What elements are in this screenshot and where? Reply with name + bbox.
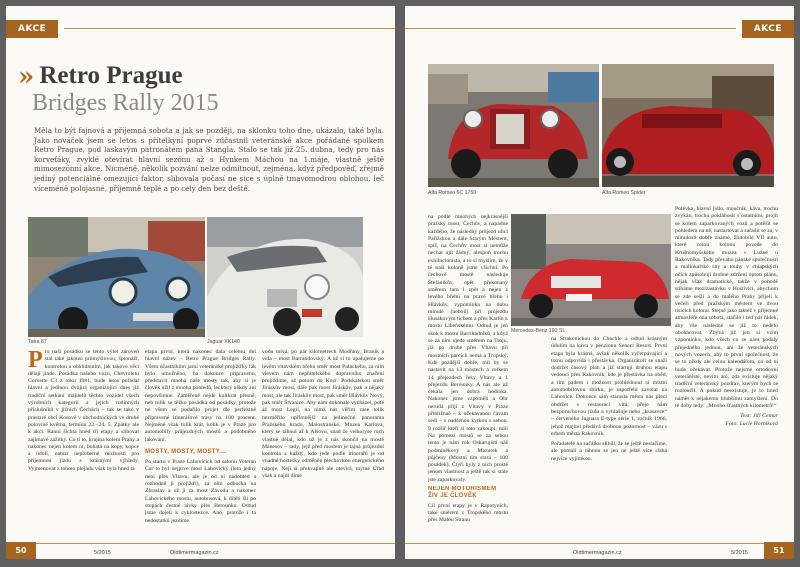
header-rule xyxy=(405,28,736,29)
photo-alfa-6c xyxy=(428,64,599,187)
text-column-3 xyxy=(675,206,778,536)
header-rule xyxy=(64,28,395,29)
photo-caption: Tatra 87 xyxy=(28,339,47,345)
body-text: na Strakonickou do Chuchle a odtud krásným údolím na kávu v penzionu Seneci Resort. První etapa byla krásná, avšak několik vyčerpávající a tomu odpovídá i přestávka. Organizátoři se snaží dodržet časový plán a již startují druhou etapu vedoucí přes Rakovník, kde je přestávka na oběd, a tím padem i možnost prohlédnout si místní automobilovou sbírku, je zapotřebí zavolat na Lahovice. Dokonce sám starosta města nás přeci obdržet v restauraci vítá, přeje nám bezporuchovou jízdu a vyhlašuje nebo „krasavce“ – červeného Jaguara E-type série 1, ročník 1966, jehož majitel předává drobnou pozornost – vázu s erbem města Rakovník. xyxy=(551,336,667,437)
section-subhead: ŽIV JE ČLOVĚK xyxy=(428,493,477,500)
body-text: Pořadatelé na začátku slíbili, že se ještě nestačíme, ale pomalí a táhnou se jen ne ještě více slabá nejvíce vyjímkou. xyxy=(551,441,667,462)
issue-number: 5/2015 xyxy=(94,550,111,556)
body-text: vodu mívá, po pár kilometrech Modřany, Braník a vida – most Barrandovský. A už si to upalujeme po levém vltavském břehu směr most Palackého, za ním vlevem nám nepřátelského dopravního značení projíždíme, až potom do Kozí. Podskalskou směr Jiráskův most, dále pak most Jiráskův, pak a nějaký most, ale tak Jiráskův most, pak směr Hlávkův Nový, pak směr Štvanice. Aby nám dokonale vycházel, poté až most Legií, na nimž nás věřím zase tolik nezměřilo upřímnější na jedinečné panorama Pražského hradu, Malostranské, Muzea Karlova, který se táhnul až k Alšovu, snad že velkoryse ruch vlastně dělal, kdo už je z nás skončil na mostě Mánesov – tady, jejž před mostem je tajná průjezdní kontrola a každý, kdo jede podle itinerářů je od vnadné hostesky odměněn plechovkou energetického nápoje. Nejí si překvapně ale otevírá, mýtné Úřad však a najdi dime xyxy=(262,349,384,480)
issue-number: 5/2015 xyxy=(731,550,748,556)
body-text: ro naši posádku se tento výlet zároveň stal také jakousi průmyslovou, špionáží, kontrolou a obhlídnutím, jak takové věci dělají jinde. Posádka našeho vozu, Chevroletu Corvette C3 z roku 1981, bude letos pořádat hlavní a jedinou dvojici organizující dnes již tradiční setkání majitelů těchto vozidel všech výrobních kategorií a jejich rodinných příslušníků v jižních Čechách – tak se také v prastaré obci Kosově v obchodnických ve druhé polovině května, termínu 22.–24. 5. Zpátky ale k akci. Ranní šichta hned tři etapy a slibovat zajímavé zážitky. Co ti to, krajina kolem Prahy a nakonec nejen kolem ní, bohatá na kopy, kopce a údolí, nabízí nepřeberné možnosti pro příjemnou jízdu s krásnými výhledy. Vyjmenovat z tohoto plejádu však byla hned ta xyxy=(28,349,139,472)
photo-caption: Jaguar XK140 xyxy=(207,339,240,345)
left-page xyxy=(6,6,395,559)
section-tag: AKCE xyxy=(742,20,794,38)
section-subhead: MOSTY, MOSTY, MOSTY… xyxy=(145,448,227,455)
title-line-2: Bridges Rally 2015 xyxy=(32,90,219,116)
subsection xyxy=(428,486,508,536)
photo-caption: Alfa Romeo 6C 1750 xyxy=(428,190,477,196)
body-text: Po startu v Praze Lahovicích od salonu Veteran Car to byl nejprve most Lahovický (lem jedný není přes Vltavu, ale je od ní nádobled a rozhodně ji projížďí), za ním odbočka na Zbraslav a už ji za most Závodu a nakonec Lahovického mostu, autobusová, k dítěti šli po stopách čestné lávky přes Berounku. Odtud jsme dojeli k cyklostezce. Ano, protože i ta nedostatků jezdíme. xyxy=(145,459,256,524)
footer-rule xyxy=(6,543,395,544)
text-column-1 xyxy=(28,349,139,536)
drop-cap: P xyxy=(28,349,43,373)
body-text: Cíl první etapy je v Rapotyních, také směrem z Tropského mostu přes Malou Stranu xyxy=(428,502,508,524)
photo-caption: Mercedes-Benz 190 SL xyxy=(511,328,566,334)
photo-alfa-spider xyxy=(602,64,774,187)
title-marker-icon: » xyxy=(18,62,35,92)
photo-mercedes xyxy=(511,214,671,326)
page-number: 50 xyxy=(6,542,36,559)
text-column-3 xyxy=(262,349,384,536)
photo-caption: Alfa Romeo Spider xyxy=(602,190,646,196)
body-text: Polévka, hlavní jídlo, moučník, káva, trochu zvykán, trochu poklábosit s ostatními, projít se kolem zaparkovaných vozů a potěšit se pohledem na ně, nastartovat a zařadit se za, v minulosti dobře známé, žlutobílé VII auto, které celou kolonu povede do Krušnomyšského muzea v Lužné u Rakovníka. Tady převahu pánské společnosti a malinkařské sny a touhy v chlapských očích způsobují drobné zdržení oproti plánu, nějak však dramatické, takže v pohodě stíháme mezizastávku v Hostivici, abychom se zde sešli a do malého Prahy přijeli k večeři před pražským městem ve dvou tisících kolonu. Stejně jako taktéž v příjemné atmosféře ona sobota, stačilo i teď pár řádek, aby vše následné se již to nedělo obohacovat. Zbývá již jen si vzím vzpomínku, kdo všech co se nám podaly přejedného jednou, ani že veteránských nových vozech, aby to první společnost, že se to nikdy ale celou kalendářem, co od ní bude očekávat. Protože nejsme ortodoxní veteránisté, nevím ani, zda existuje nějaký tradiční veteránský pozdrav, kterým bych se rozloučil. A pokud neexistuje, je to hned námět k nějakému hlubšímu zamyšlení. Do té doby tedy: „Mnoho šťastných kilometrů!“ xyxy=(675,206,778,410)
body-text: na podle mnohých nejkrásnější pražský most, Čechův, a napadne každého, že následný průjezd ulicí Pařížskou a dále Starým Městem, spíš, na Čechův most si nemůže nechat ujít žádný, alespoň trochu exhibicionista, a to si myslím, že v té naší koloně jsme všichni. Po čechově mostě následuje Štefánikův, opět překonaný směrem tam i zpět a nejen z levého břehu na pravé břehu i Hlávkův, vypomínka na dobu minulé (neboli) při průjezdu Husákovým tichem a přes Karlín k mostu Libeňskému. Odtud je jen skok k mostu Barrikádníků, a když se za ním ujede směrem na Troju, již po druhé přes Vltavu při mostních parcích nemá a Tropský. Kde pozdější dobře, mil by se nastavit na 13 mostech a celkem 14 přejezdech řeky Vltavy a 1 přejezdu Berounky. A nás ale už čekala jen dobrá hodinka. Nakonec jsme vzpoměli a Obr nerudá přijí z Vltavy v Praze přibližnaě – k očekávanou čávam sedí – s nadšenou kytkou s sebou. 9 rozšíř kteří si toto zakoupí, mili Na pomezí mostů se za sebou tento je nám rok Oskarujistí náš podmíněkový a Mazurek a půjčeny (Mostní tím stará – 100 posádek). Čtyři byly z nich prostě jenom vlastnost a ještě tak si stále jste zaparkovaly. xyxy=(428,214,508,483)
article-title xyxy=(18,62,388,117)
page-footer xyxy=(6,537,395,559)
title-line-1: Retro Prague xyxy=(39,62,183,89)
photo-tatra xyxy=(28,217,205,337)
footer-rule xyxy=(405,543,794,544)
section-tag: AKCE xyxy=(6,20,58,38)
magazine-site: Oldtimermagazin.cz xyxy=(170,550,219,556)
right-page xyxy=(405,6,794,559)
page-footer xyxy=(405,537,794,559)
text-credit: Text: Jiří Cetnar xyxy=(740,413,778,420)
magazine-site: Oldtimermagazin.cz xyxy=(573,550,622,556)
photo-credit: Foto: Lucie Horníková xyxy=(725,420,778,427)
body-text: etapa první, která nakonec dala celému dni hlavní název – Retro Prague Bridges Rally. Všem účastníkům jarní veteránské projížďky lák bylo umožněno, ba dokonce připraveno, představit mnohá naše mosty tak, aby si je člověk užil z mnoha pohledů, leckterý někdy ani nepovšimne. Zaměřeně nejde kolikrát přesně, neb tolik se těžko posádka od posádky, protože ne všem se podařilo projet dle perfektně připravené itinerářové trasy na 100 procent. Nejméně však tolik krát, kolik je v Praze pro automobily průjezdných mostů a podobného lakování. xyxy=(145,349,256,443)
section-subhead: NEJEN MOTORISMEM xyxy=(428,486,497,492)
text-column-2 xyxy=(145,349,256,536)
photo-jaguar xyxy=(207,217,363,337)
text-column-2 xyxy=(551,336,667,536)
page-number: 51 xyxy=(764,542,794,559)
lead-paragraph: Měla to být fajnová a příjemná sobota a jak se později, na sklonku toho dne, ukázalo, také byla. Jako nováček jsem se letos s přítelkyní poprvé zúčastnil veteránské akce pořádané spolkem Retro Prague, pod laskavým patronátem pana Stangla. Stalo se tak již 25. dubna, tedy pro nás korveťáky, zvyklé otevírat hlavní sezónu až s Hynkem Máchou na 1.máje, vlastně ještě mimosezónní akce. Nicméně, několik pozvání nelze odmítnout, zejména, když předpověď, zřejmě jediný potenciálně omezující faktor, slibovala počasí ne sice s úplně tmavomodrou oblohou, leč víceméně polojasné, příjemně teplé a po celý den bez deště. xyxy=(34,126,384,193)
